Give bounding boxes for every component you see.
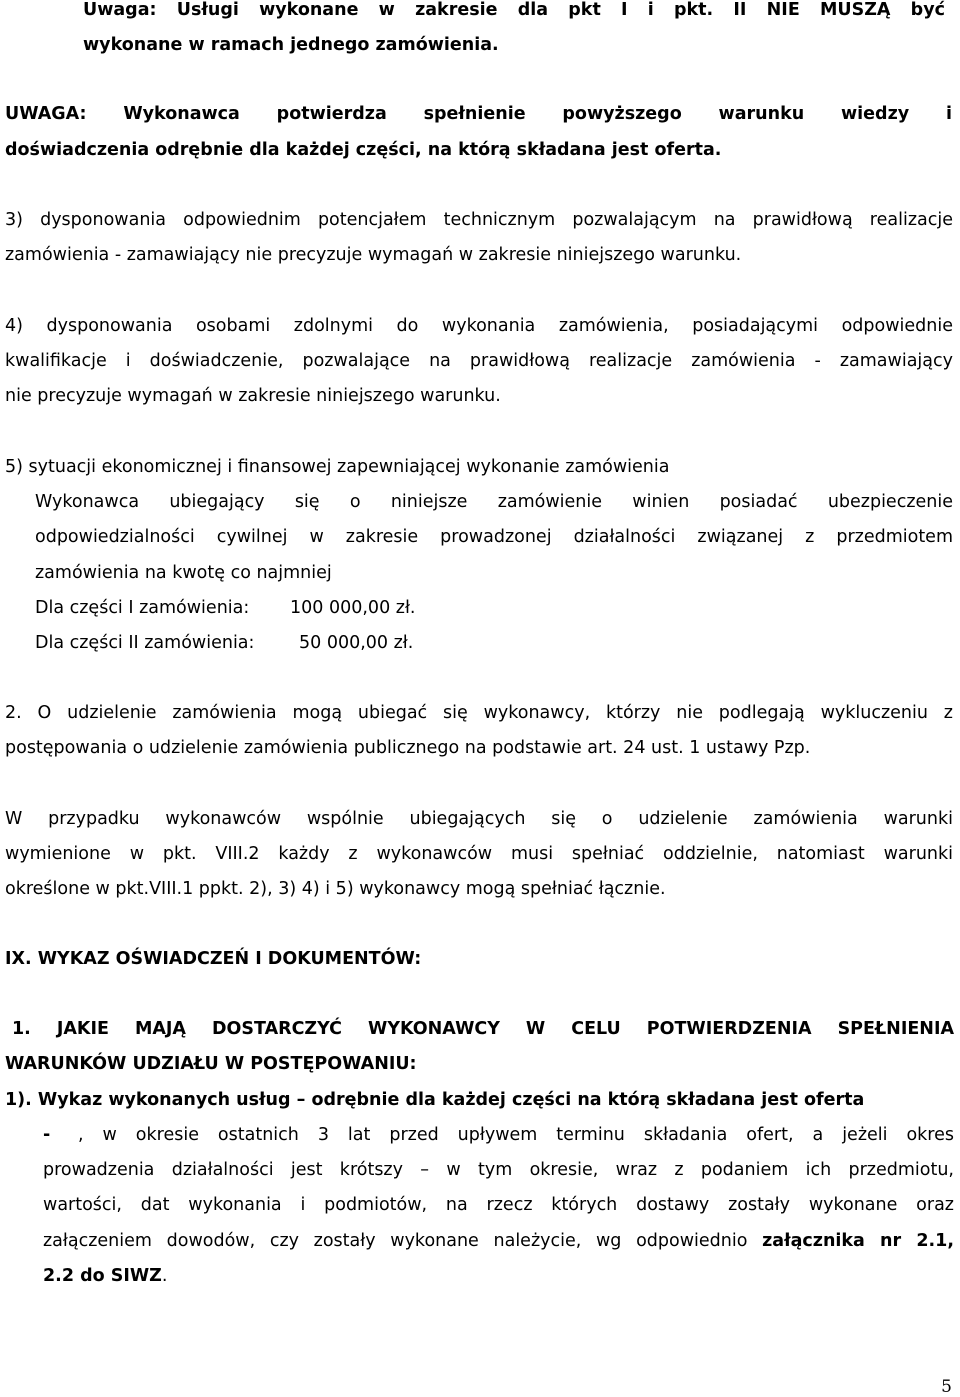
subheading-1-line-2: WARUNKÓW UDZIAŁU W POSTĘPOWANIU:: [5, 1054, 417, 1074]
paragraph-5-line-1: 5) sytuacji ekonomicznej i finansowej zapewniającej wykonanie zamówienia: [5, 457, 670, 477]
paragraph-3-line-2: zamówienia - zamawiający nie precyzuje wymagań w zakresie niniejszego warunku.: [5, 245, 742, 265]
item-1-line-2: prowadzenia działalności jest krótszy – w tym okresie, wraz z podaniem ich przedmiotu,: [43, 1160, 954, 1180]
item-1-line-3: wartości, dat wykonania i podmiotów, na rzecz których dostawy zostały wykonane oraz: [43, 1195, 954, 1215]
item-1-line-1: , w okresie ostatnich 3 lat przed upływem terminu składania ofert, a jeżeli okres: [78, 1125, 954, 1145]
paragraph-3-line-1: 3) dysponowania odpowiednim potencjałem technicznym pozwalającym na prawidłową realizacje: [5, 210, 953, 230]
page-number: 5: [941, 1377, 952, 1397]
amount-part-1-value: 100 000,00 zł.: [290, 598, 416, 618]
paragraph-5-line-4: zamówienia na kwotę co najmniej: [35, 563, 332, 583]
amount-part-1-label: Dla części I zamówienia:: [35, 598, 250, 618]
joint-bidders-line-3: określone w pkt.VIII.1 ppkt. 2), 3) 4) i 5) wykonawcy mogą spełniać łącznie.: [5, 879, 666, 899]
item-1-line-5-bold: 2.2 do SIWZ: [43, 1266, 162, 1286]
item-1-line-4: [43, 1231, 954, 1251]
item-1-dash: -: [43, 1125, 51, 1145]
subheading-1-line-1: 1. JAKIE MAJĄ DOSTARCZYĆ WYKONAWCY W CELU POTWIERDZENIA SPEŁNIENIA: [12, 1019, 954, 1039]
paragraph-4-line-2: kwalifikacje i doświadczenie, pozwalające na prawidłową realizacje zamówienia - zamawiający: [5, 351, 953, 371]
paragraph-2-line-1: 2. O udzielenie zamówienia mogą ubiegać się wykonawcy, którzy nie podlegają wykluczeniu z: [5, 703, 953, 723]
paragraph-5-line-3: odpowiedzialności cywilnej w zakresie prowadzonej działalności związanej z przedmiotem: [35, 527, 953, 547]
amount-part-2-label: Dla części II zamówienia:: [35, 633, 255, 653]
joint-bidders-line-2: wymienione w pkt. VIII.2 każdy z wykonawców musi spełniać oddzielnie, natomiast warunki: [5, 844, 953, 864]
paragraph-2-line-2: postępowania o udzielenie zamówienia publicznego na podstawie art. 24 ust. 1 ustawy Pzp.: [5, 738, 811, 758]
item-1-line-4-text: załączeniem dowodów, czy zostały wykonane należycie, wg odpowiednio: [43, 1231, 763, 1251]
note-wykonawca-line-1: UWAGA: Wykonawca potwierdza spełnienie powyższego warunku wiedzy i: [5, 104, 952, 124]
item-1-line-5: [43, 1266, 167, 1286]
paragraph-4-line-1: 4) dysponowania osobami zdolnymi do wykonania zamówienia, posiadającymi odpowiednie: [5, 316, 953, 336]
note-wykonawca-line-2: doświadczenia odrębnie dla każdej części, na którą składana jest oferta.: [5, 140, 722, 160]
note-usługi-line-1: Uwaga: Usługi wykonane w zakresie dla pkt I i pkt. II NIE MUSZĄ być: [83, 0, 945, 20]
item-1-line-5-end: .: [161, 1266, 168, 1286]
amount-part-2-value: 50 000,00 zł.: [299, 633, 414, 653]
paragraph-5-line-2: Wykonawca ubiegający się o niniejsze zamówienie winien posiadać ubezpieczenie: [35, 492, 953, 512]
section-heading-ix: IX. WYKAZ OŚWIADCZEŃ I DOKUMENTÓW:: [5, 949, 422, 969]
joint-bidders-line-1: W przypadku wykonawców wspólnie ubiegających się o udzielenie zamówienia warunki: [5, 809, 953, 829]
item-1-line-4-bold: załącznika nr 2.1,: [762, 1231, 955, 1251]
note-usługi-line-2: wykonane w ramach jednego zamówienia.: [83, 35, 499, 55]
paragraph-4-line-3: nie precyzuje wymagań w zakresie niniejszego warunku.: [5, 386, 501, 406]
item-1-title: 1). Wykaz wykonanych usług – odrębnie dla każdej części na którą składana jest oferta: [5, 1090, 865, 1110]
